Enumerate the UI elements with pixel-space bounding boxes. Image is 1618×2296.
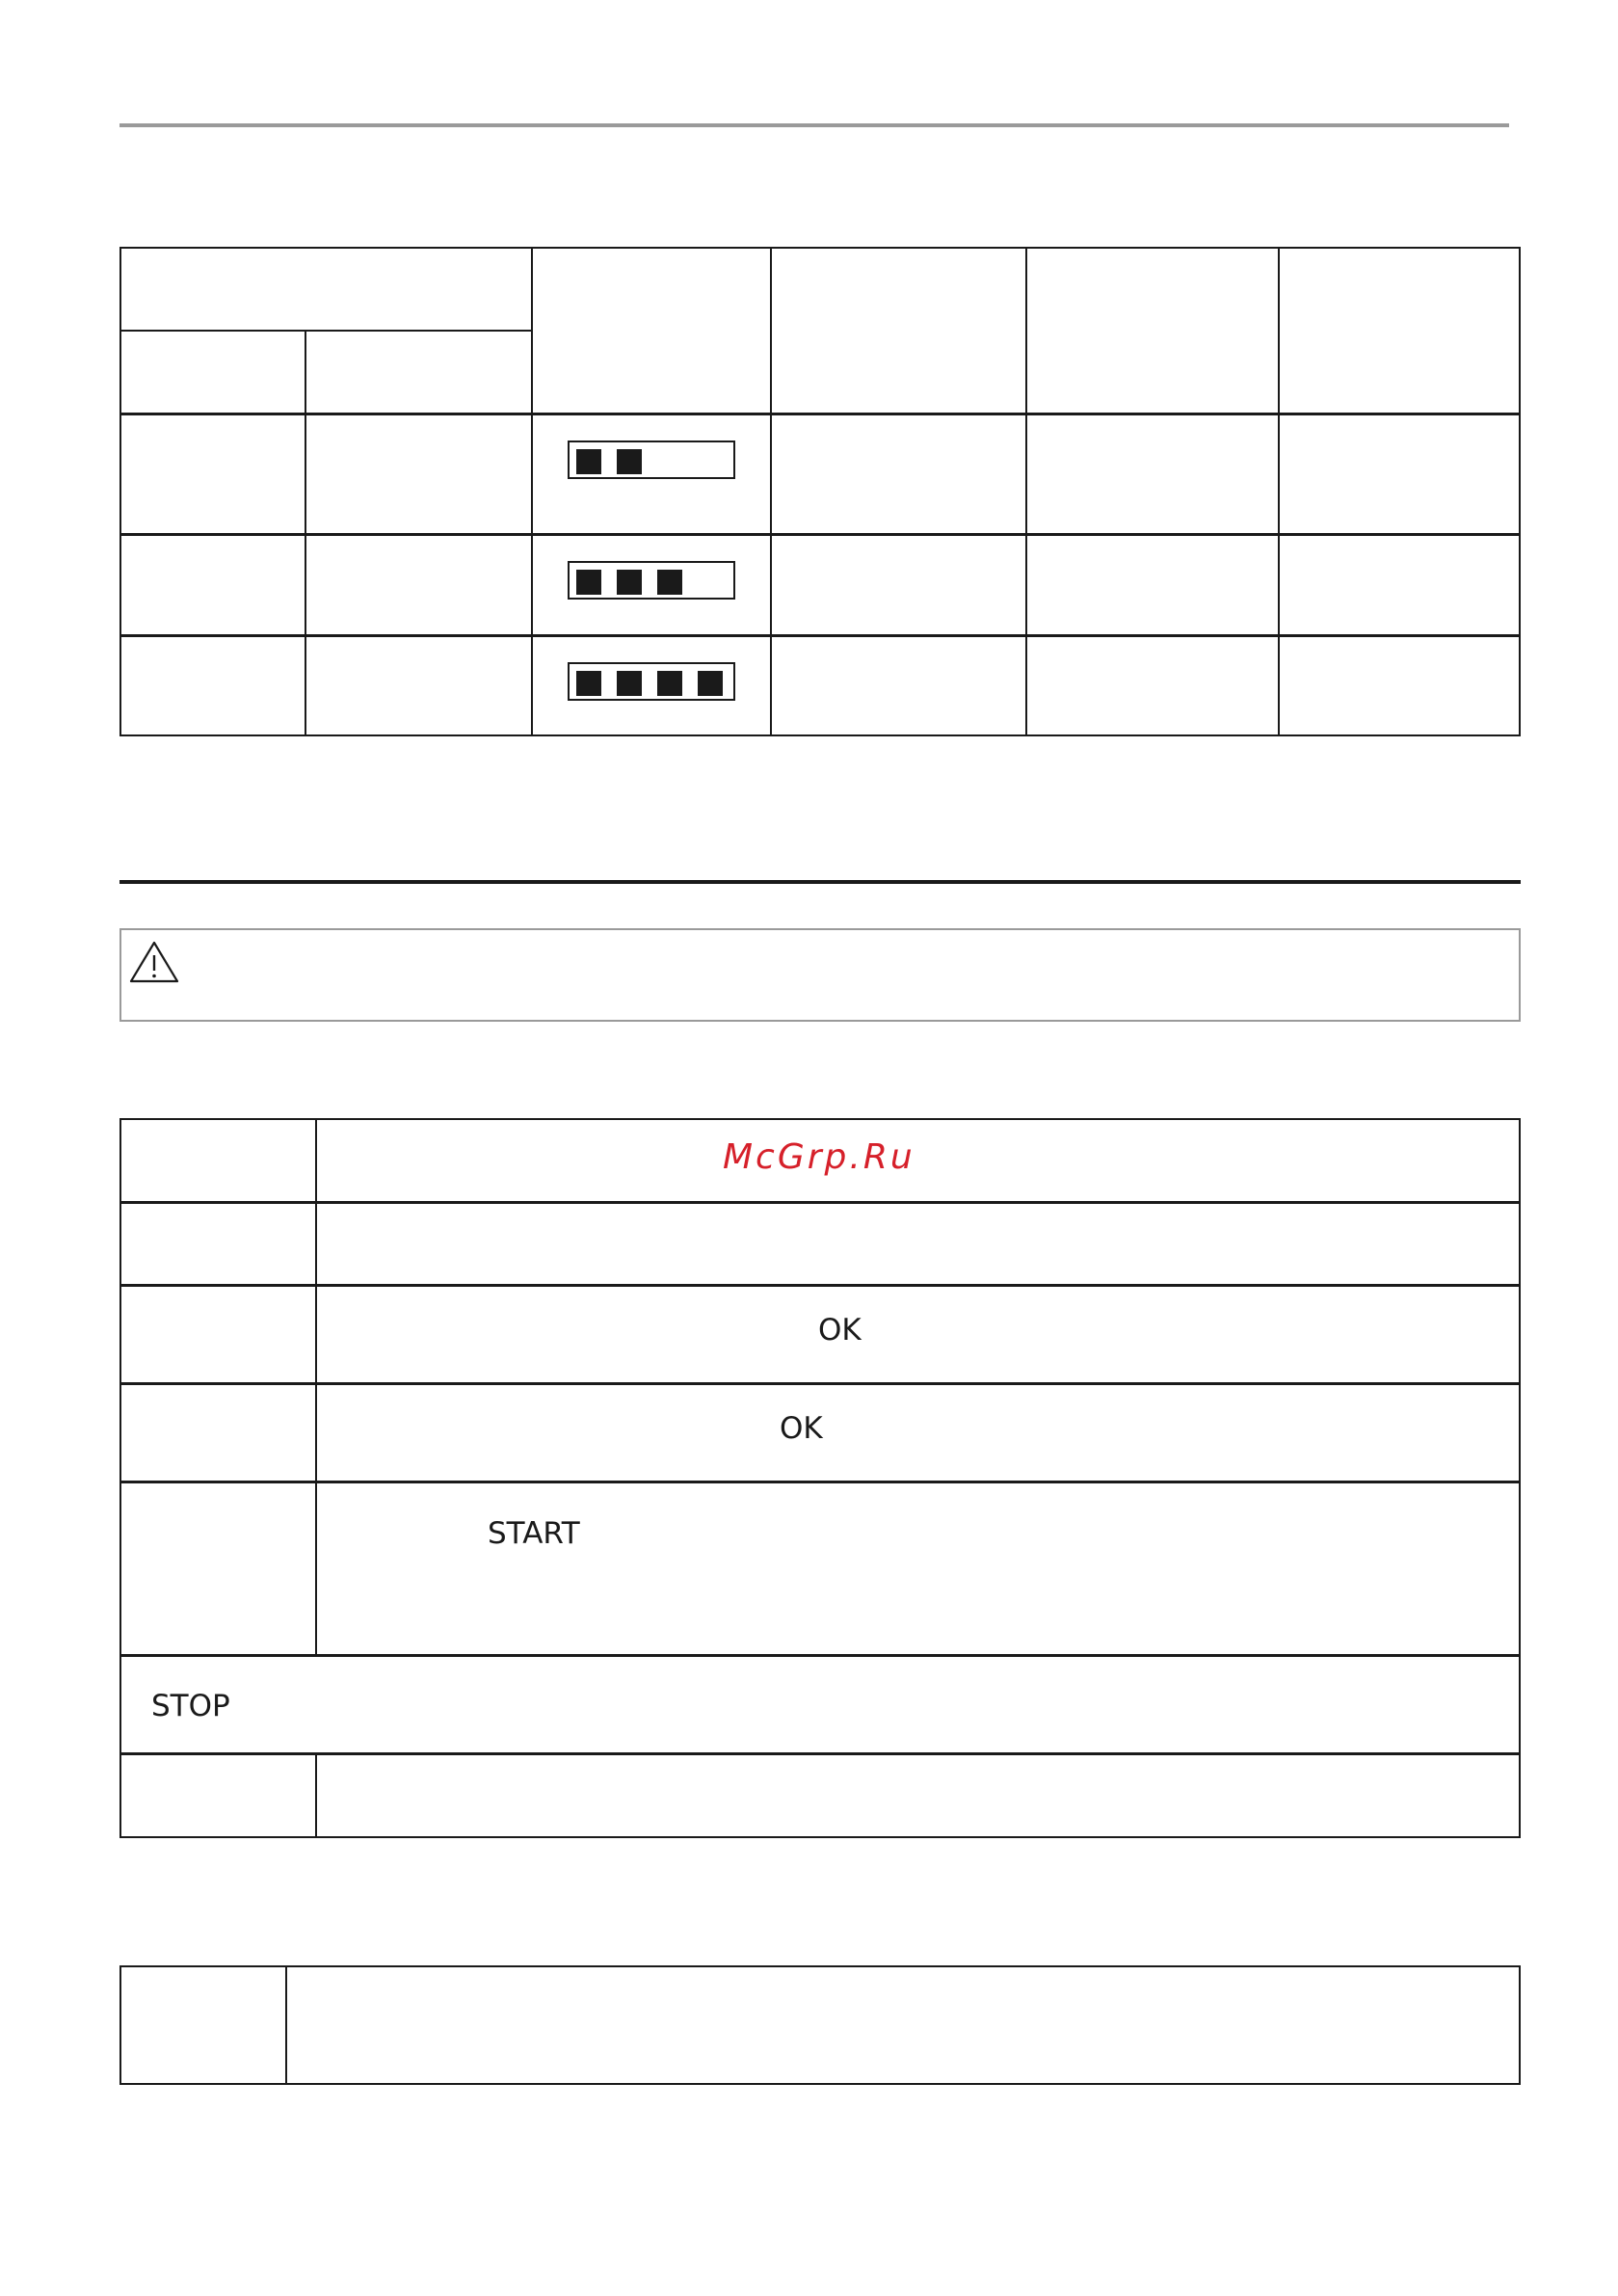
settings-table-row-divider (119, 634, 1521, 637)
level-indicator-row-2 (568, 561, 735, 600)
settings-table-col-divider (1025, 247, 1027, 736)
note-table-frame (119, 1965, 1521, 2085)
steps-table-row-divider (119, 1654, 1521, 1657)
start-button-label: START (488, 1516, 580, 1551)
section-rule (119, 880, 1521, 884)
settings-table-col-divider (770, 247, 772, 736)
settings-table-frame (119, 247, 1521, 736)
level-square (617, 671, 642, 696)
warning-box (119, 928, 1521, 1022)
level-indicator-row-1 (568, 441, 735, 479)
level-indicator-row-3 (568, 662, 735, 701)
settings-table-col-divider (305, 330, 306, 736)
ok-button-label: OK (780, 1411, 823, 1446)
warning-triangle-icon (129, 940, 179, 984)
level-square (576, 449, 601, 474)
settings-table-row-divider (119, 533, 1521, 536)
steps-table-row-divider (119, 1201, 1521, 1204)
level-square (576, 570, 601, 595)
brand-watermark: McGrp.Ru (723, 1137, 915, 1177)
level-square (657, 671, 682, 696)
level-square (576, 671, 601, 696)
level-square (657, 570, 682, 595)
steps-table-col-divider (315, 1752, 317, 1838)
ok-button-label: OK (818, 1313, 862, 1348)
level-square (617, 570, 642, 595)
level-square (617, 449, 642, 474)
steps-table-frame (119, 1118, 1521, 1838)
steps-table-col-divider (315, 1118, 317, 1655)
settings-table-col-divider (531, 247, 533, 736)
steps-table-row-divider (119, 1284, 1521, 1287)
steps-table-row-divider (119, 1752, 1521, 1755)
steps-table-row-divider (119, 1382, 1521, 1385)
stop-button-label: STOP (151, 1689, 230, 1723)
settings-table-subheader-divider (119, 330, 532, 332)
note-table-col-divider (285, 1965, 287, 2085)
steps-table-row-divider (119, 1481, 1521, 1483)
settings-table-header-divider (119, 413, 1521, 415)
settings-table-col-divider (1278, 247, 1280, 736)
header-rule (119, 123, 1509, 127)
level-square (698, 671, 723, 696)
